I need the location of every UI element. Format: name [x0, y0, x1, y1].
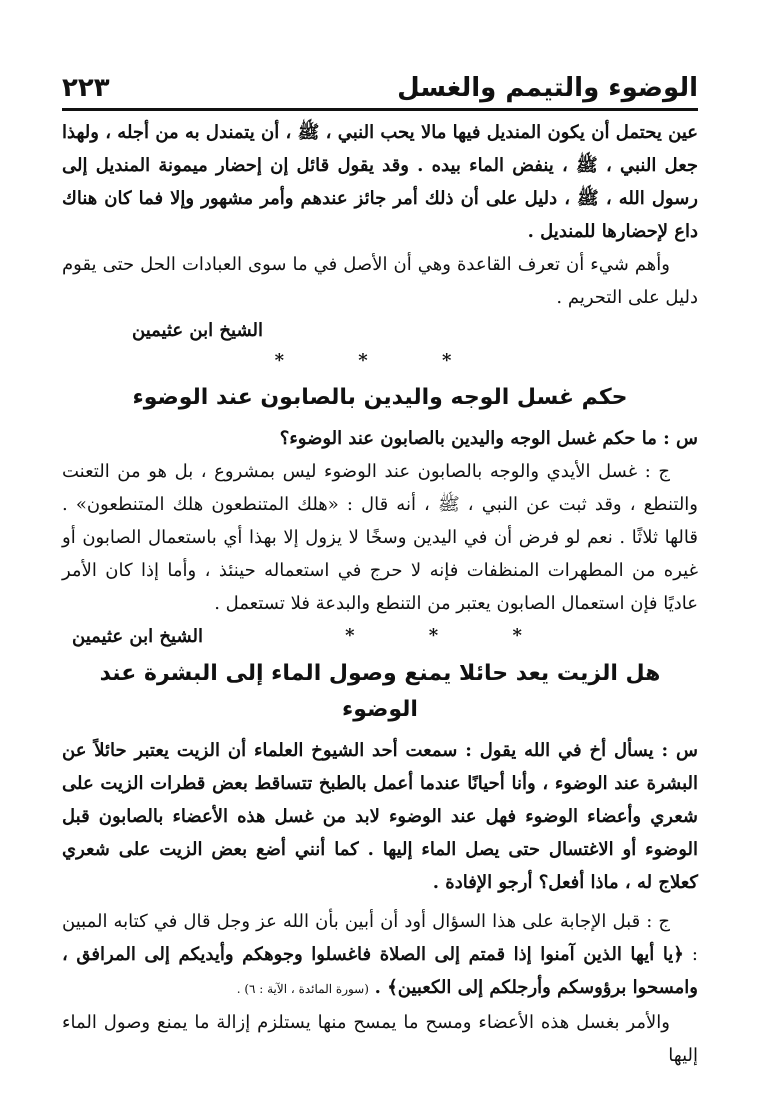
section-divider-stars: * * *: [274, 350, 486, 371]
paragraph-continuation-oil: والأمر بغسل هذه الأعضاء ومسح ما يمسح منها يستلزم إزالة ما يمنع وصول الماء إليها: [62, 1012, 698, 1066]
signature-stars-row: [62, 620, 698, 652]
question-soap: س : ما حكم غسل الوجه واليدين بالصابون عند الوضوء؟: [279, 428, 698, 449]
page-number: ٢٢٣: [62, 73, 110, 103]
author-signature: الشيخ ابن عثيمين: [72, 626, 203, 647]
section-divider-stars: * * *: [345, 625, 556, 646]
section-heading-soap: حكم غسل الوجه واليدين بالصابون عند الوضوء: [132, 385, 628, 410]
answer-intro: ج : قبل الإجابة على هذا السؤال أود أن أبين بأن الله عز وجل قال في كتابه المبين :: [62, 911, 698, 965]
answer-soap: ج : غسل الأيدي والوجه بالصابون عند الوضوء ليس بمشروع ، بل هو من التعنت والتنطع ، وقد ثبت عن النبي ، ﷺ ، أنه قال : «هلك المتنطعون هلك المتنطعون» . قالها ثلاثًا . نعم لو فرض أن في اليدين وسخًا لا يزول إلا بهذا أي باستعمال الصابون أو غيره من المطهرات المنظفات فإنه لا حرج في استعماله حينئذ ، وأما إذا كان الأمر عاديًا فإن استعمال الصابون يعتبر من التنطع والبدعة فلا تستعمل .: [62, 461, 698, 614]
paragraph-continuation: عين يحتمل أن يكون المنديل فيها مالا يحب النبي ، ﷺ ، أن يتمندل به من أجله ، ولهذا جعل النبي ، ﷺ ، ينفض الماء بيده . وقد يقول قائل إن إحضار ميمونة المنديل إلى رسول الله ، ﷺ ، دليل على أن ذلك أمر جائز عندهم وأمر مشهور وإلا فما كان هناك داع لإحضارها للمنديل .: [62, 122, 698, 242]
page-header: [62, 64, 698, 111]
quran-verse: ﴿يا أيها الذين آمنوا إذا قمتم إلى الصلاة فاغسلوا وجوهكم وأيديكم إلى المرافق ، وامسحوا برؤوسكم وأرجلكم إلى الكعبين﴾ .: [62, 944, 698, 998]
section-heading-oil: هل الزيت يعد حائلا يمنع وصول الماء إلى البشرة عند الوضوء: [99, 661, 661, 722]
verse-reference: (سورة المائدة ، الآية : ٦) .: [236, 982, 369, 996]
author-signature: الشيخ ابن عثيمين: [132, 320, 263, 341]
running-title: الوضوء والتيمم والغسل: [397, 73, 698, 103]
page-content: [62, 116, 698, 1072]
answer-oil: [62, 905, 698, 1006]
paragraph-rule: وأهم شيء أن تعرف القاعدة وهي أن الأصل في ما سوى العبادات الحل حتى يقوم دليل على التحريم .: [62, 254, 698, 308]
question-oil: س : يسأل أخ في الله يقول : سمعت أحد الشيوخ العلماء أن الزيت يعتبر حائلاً عن البشرة عند الوضوء ، وأنا أحيانًا عندما أعمل بالطبخ تتساقط بعض قطرات الزيت على شعري وأعضاء الوضوء فهل عند الوضوء لابد من غسل هذه الأعضاء بالصابون قبل الوضوء أو الاغتسال حتى يصل الماء إليها . كما أنني أضع بعض الزيت على شعري كعلاج له ، ماذا أفعل؟ أرجو الإفادة .: [62, 740, 698, 893]
